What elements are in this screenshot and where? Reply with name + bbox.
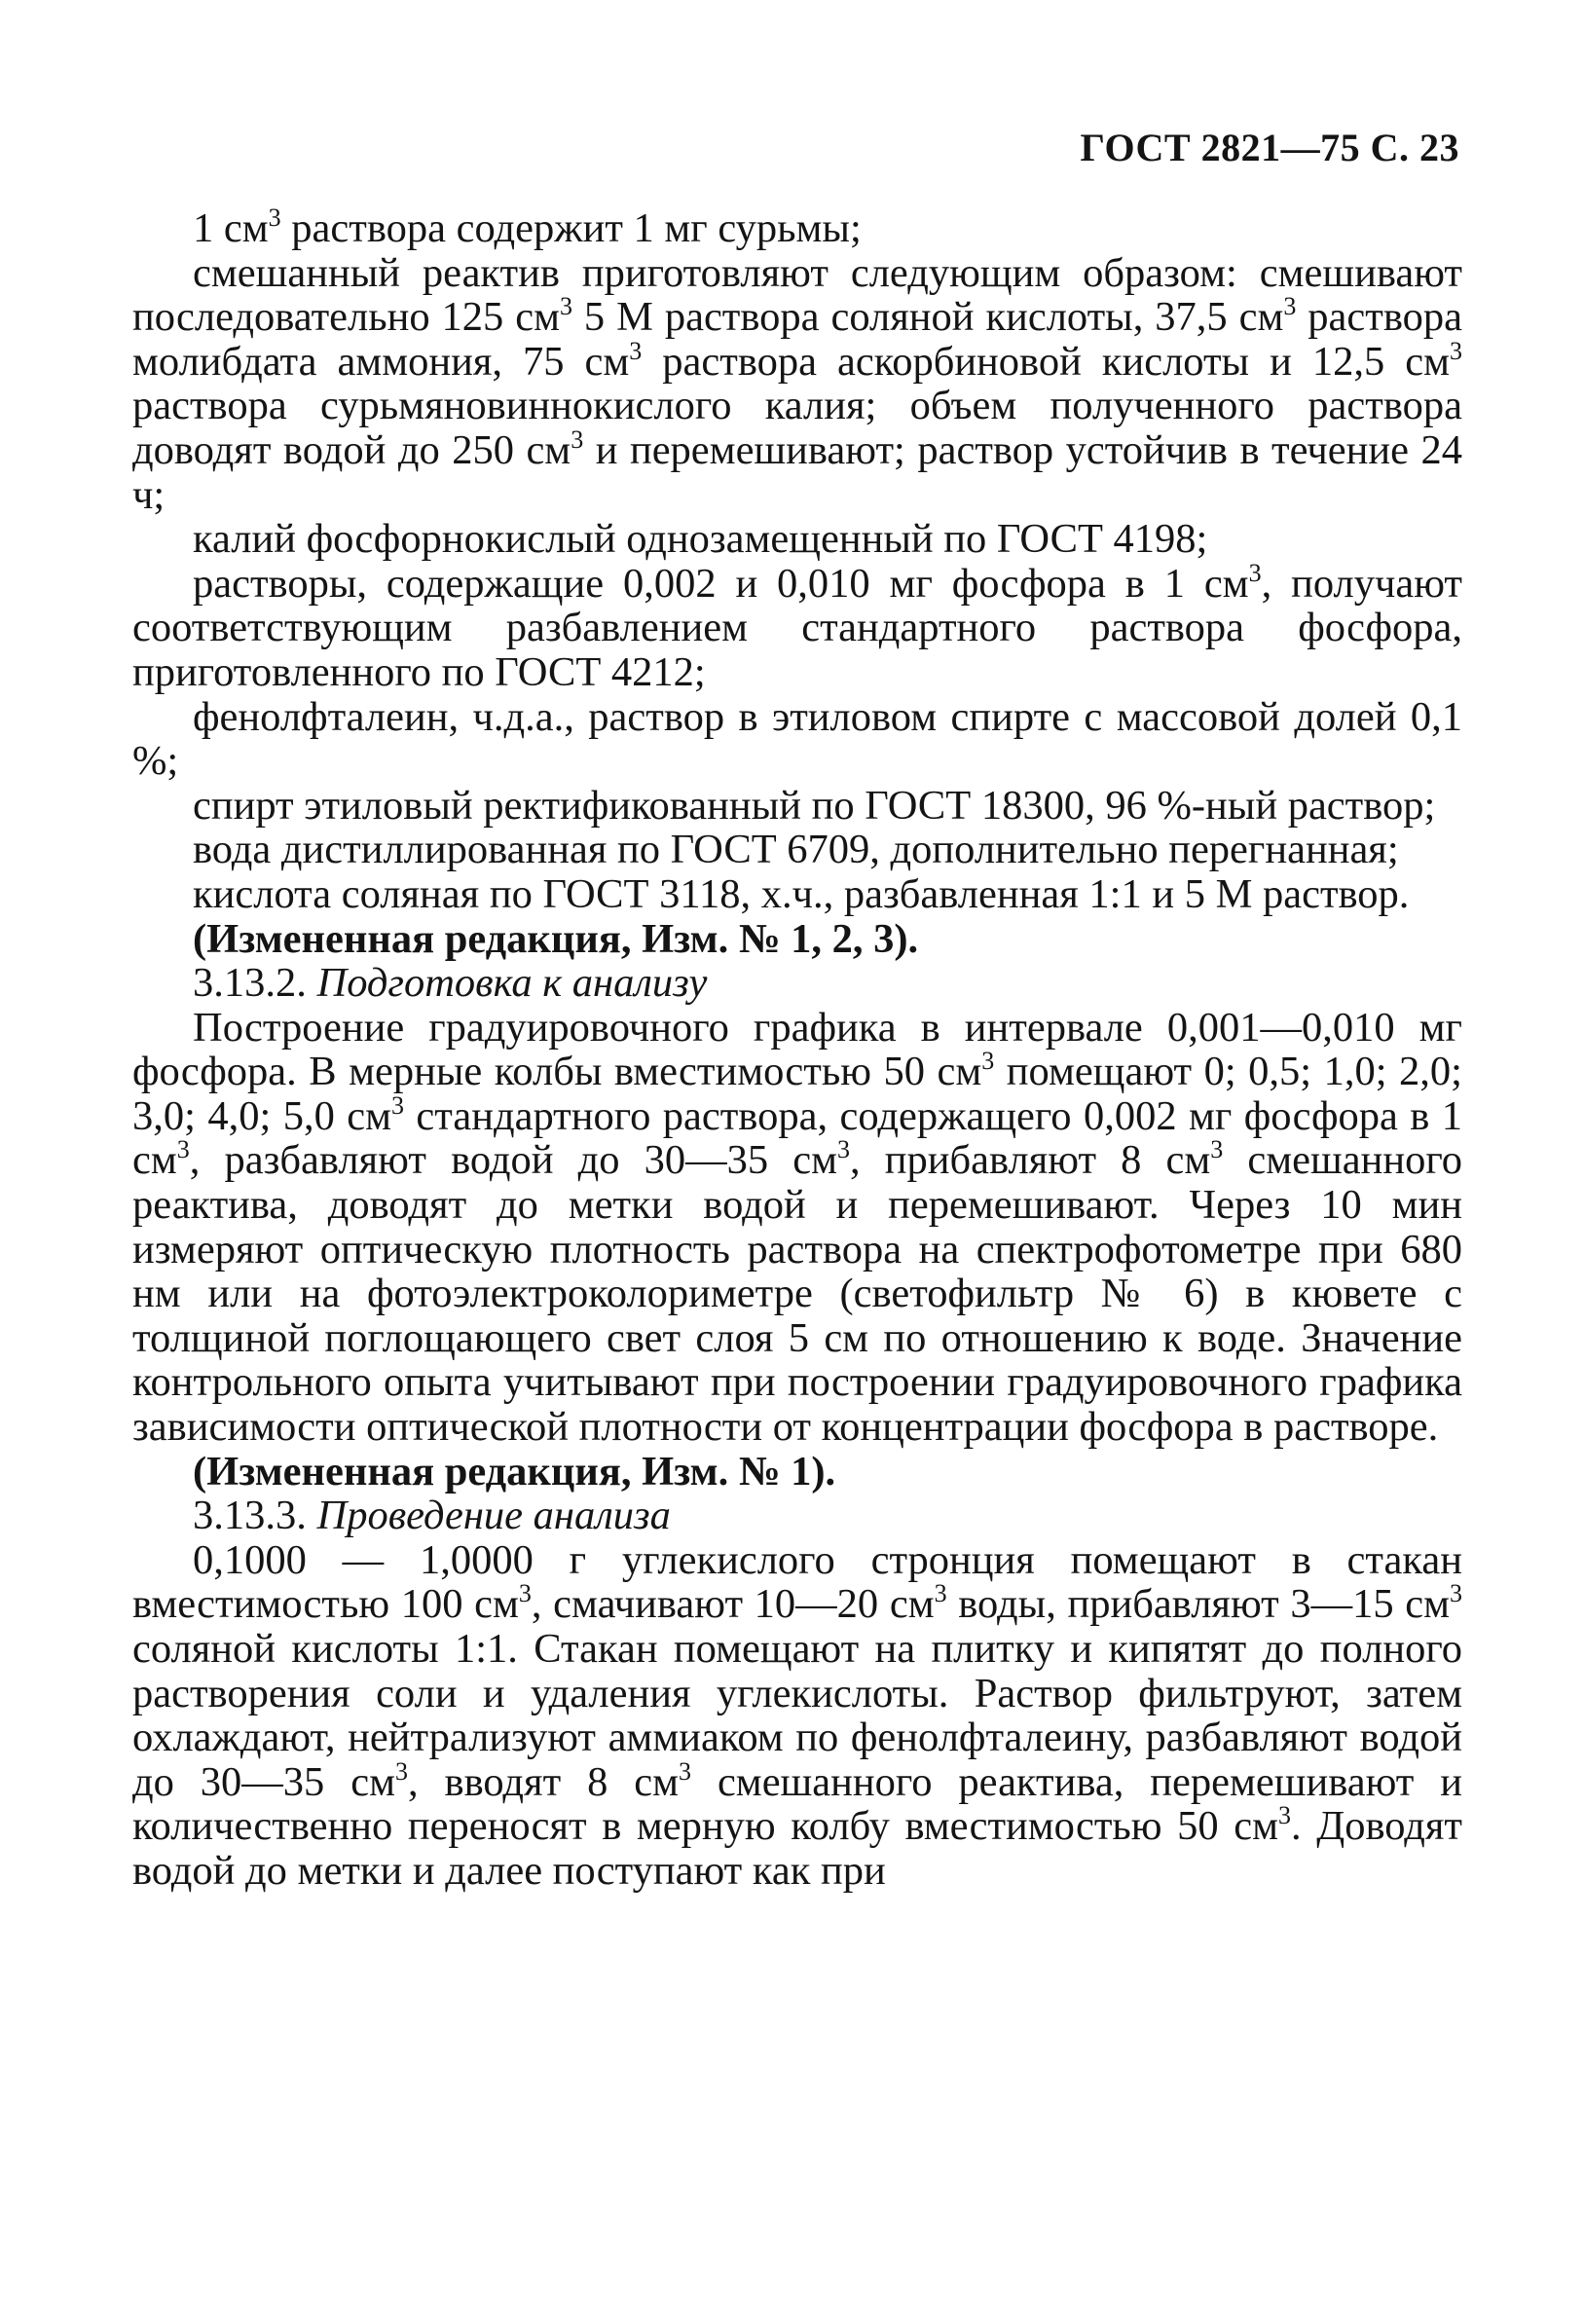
section-title: Подготовка к анализу	[316, 960, 708, 1007]
section-number: 3.13.3.	[193, 1493, 307, 1539]
superscript: 3	[1450, 1579, 1463, 1608]
superscript: 3	[934, 1579, 947, 1608]
paragraph: фенолфталеин, ч.д.а., раствор в этиловом спирте с массовой долей 0,1 %;	[132, 693, 1462, 785]
page-header: ГОСТ 2821—75 С. 23	[1080, 126, 1459, 169]
superscript: 3	[1450, 336, 1462, 365]
paragraph: 1 $см^3$ раствора содержит 1 мг сурьмы;	[193, 203, 862, 251]
section-number: 3.13.2.	[193, 960, 307, 1007]
superscript: 3	[629, 336, 643, 365]
superscript: 3	[268, 203, 281, 232]
paragraph: 0,1000 — 1,0000 г углекислого стронция помещают в стакан вместимостью 100 $см^3$, смачивают 10—20 $см^3$ воды, прибавляют 3—15 $см^3$ соляной кислоты 1:1. Стакан помещают на плитку и кипятят до полного растворения соли и удаления углекислоты. Раствор фильтруют, затем охлаждают, нейтрализуют аммиаком по фенолфталеину, разбавляют водой до 30—35 $см^3$, вводят 8 $см^3$ смешанного реактива, перемешивают и количественно переносят в мерную колбу вместимостью 50 $см^3$. Доводят водой до метки и далее поступают как при	[132, 1536, 1463, 1894]
paragraph: растворы, содержащие 0,002 и 0,010 мг фосфора в 1 $см^3$, получают соответствующим разбавлением стандартного раствора фосфора, приготовленного по ГОСТ 4212;	[132, 558, 1462, 695]
superscript: 3	[679, 1756, 692, 1786]
superscript: 3	[837, 1135, 851, 1164]
revision-note: (Измененная редакция, Изм. № 1).	[193, 1448, 836, 1494]
paragraph: смешанный реактив приготовляют следующим образом: смешивают последовательно 125 $см^3$ 5 М раствора соляной кислоты, 37,5 $см^3$ раствора молибдата аммония, 75 $см^3$ раствора аскорбиновой кислоты и 12,5 $см^3$ раствора сурьмяновиннокислого калия; объем полученного раствора доводят водой до 250 $см^3$ и перемешивают; раствор устойчив в течение 24 ч;	[132, 249, 1462, 518]
superscript: 3	[391, 1090, 404, 1120]
section-heading-3-13-2	[132, 961, 1462, 1006]
superscript: 3	[571, 424, 584, 454]
paragraph: Построение градуировочного графика в интервале 0,001—0,010 мг фосфора. В мерные колбы вместимостью 50 $см^3$ помещают 0; 0,5; 1,0; 2,0; 3,0; 4,0; 5,0 $см^3$ стандартного раствора, содержащего 0,002 мг фосфора в 1 $см^3$, разбавляют водой до 30—35 $см^3$, прибавляют 8 $см^3$ смешанного реактива, доводят до метки водой и перемешивают. Через 10 мин измеряют оптическую плотность раствора на спектрофотометре при 680 нм или на фотоэлектроколориметре (светофильтр № 6) в кювете с толщиной поглощающего свет слоя 5 см по отношению к воде. Значение контрольного опыта учитывают при построении градуировочного графика зависимости оптической плотности от концентрации фосфора в растворе.	[132, 1004, 1463, 1451]
section-heading-3-13-3	[132, 1494, 1462, 1538]
body-text	[132, 203, 1463, 1894]
superscript: 3	[1278, 1801, 1291, 1830]
paragraph: кислота соляная по ГОСТ 3118, х.ч., разбавленная 1:1 и 5 М раствор.	[193, 870, 1410, 917]
superscript: 3	[394, 1756, 408, 1786]
paragraph: калий фосфорнокислый однозамещенный по ГОСТ 4198;	[193, 516, 1208, 563]
superscript: 3	[176, 1135, 190, 1164]
superscript: 3	[1248, 558, 1262, 587]
superscript: 3	[981, 1047, 995, 1076]
revision-note: (Измененная редакция, Изм. № 1, 2, 3).	[193, 915, 919, 962]
paragraph: спирт этиловый ректификованный по ГОСТ 18300, 96 %-ный раствор;	[193, 782, 1436, 829]
superscript: 3	[559, 292, 572, 321]
paragraph: вода дистиллированная по ГОСТ 6709, дополнительно перегнанная;	[193, 827, 1399, 873]
superscript: 3	[1210, 1135, 1224, 1164]
superscript: 3	[1283, 292, 1297, 321]
section-title: Проведение анализа	[316, 1493, 671, 1539]
superscript: 3	[518, 1579, 532, 1608]
